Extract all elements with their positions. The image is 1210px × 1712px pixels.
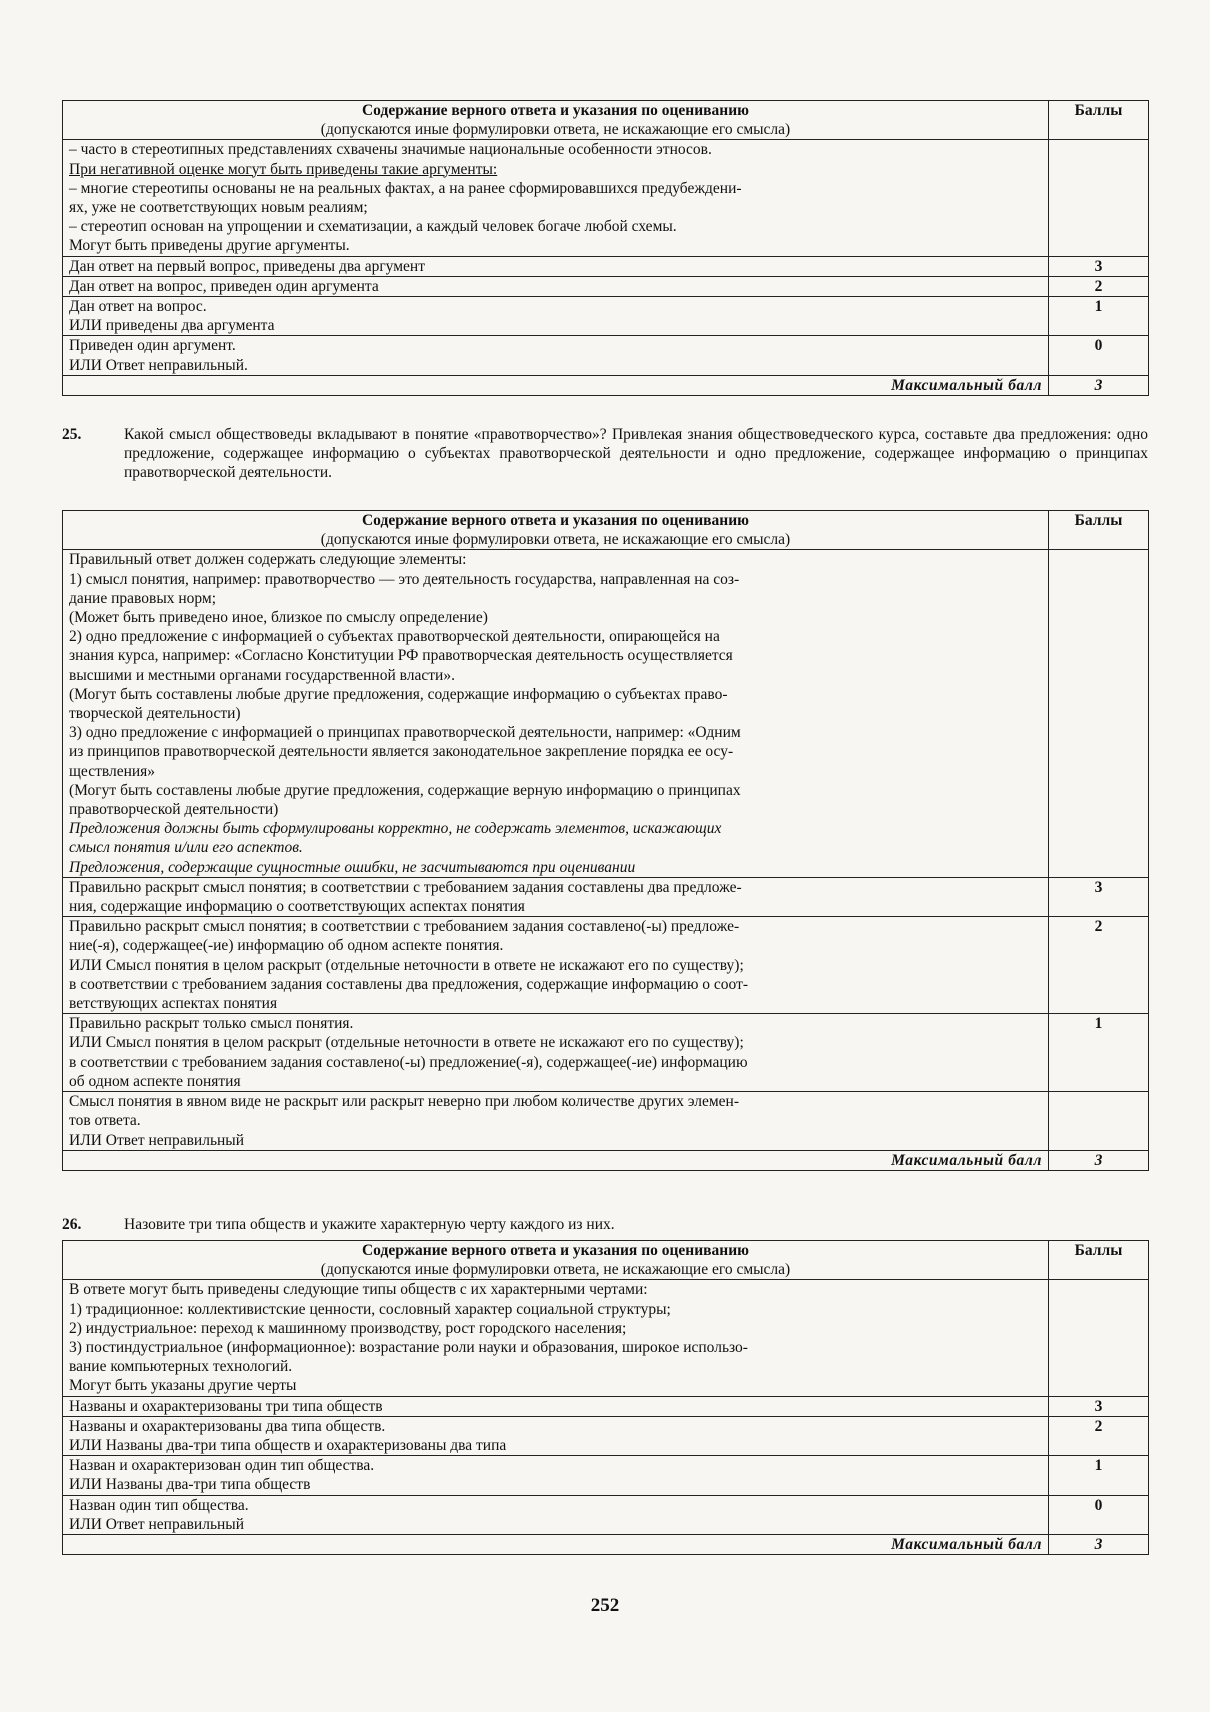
content-line: (Может быть приведено иное, близкое по смыслу определение) <box>69 609 488 627</box>
criteria-table-26 <box>62 1240 1149 1555</box>
question-25 <box>62 425 1148 483</box>
criterion-score: 1 <box>1049 297 1149 336</box>
criterion-score: 1 <box>1049 1456 1149 1495</box>
table-row <box>63 276 1149 296</box>
table-row <box>63 917 1149 1014</box>
table-row <box>63 1092 1149 1151</box>
content-line: Могут быть приведены другие аргументы. <box>69 237 350 255</box>
empty-score <box>1049 140 1149 256</box>
score-header: Баллы <box>1049 101 1149 140</box>
header-title: Содержание верного ответа и указания по оцениванию <box>361 1242 749 1259</box>
header-title: Содержание верного ответа и указания по оцениванию <box>361 512 749 529</box>
content-line: знания курса, например: «Согласно Конституции РФ правотворческая деятельность осуществляется <box>69 647 733 665</box>
criteria-table-25 <box>62 510 1149 1171</box>
criterion-line: Назван и охарактеризован один тип общества. <box>69 1457 375 1475</box>
header-cell <box>63 101 1049 140</box>
table-row <box>63 1495 1149 1534</box>
content-line: (Могут быть составлены любые другие предложения, содержащие информацию о субъектах право- <box>69 685 728 703</box>
question-26 <box>62 1215 1148 1234</box>
content-line: ях, уже не соответствующих новым реалиям; <box>69 199 368 217</box>
max-score-row <box>63 375 1149 395</box>
content-line: 2) индустриальное: переход к машинному производству, рост городского населения; <box>69 1319 627 1337</box>
criterion-text <box>63 276 1049 296</box>
criterion-line: Правильно раскрыт смысл понятия; в соответствии с требованием задания составлено(-ы) предложе- <box>69 918 740 936</box>
content-line: Предложения, содержащие сущностные ошибки, не засчитываются при оценивании <box>69 858 636 876</box>
criterion-line: Дан ответ на вопрос, приведен один аргумента <box>69 277 379 295</box>
table-row <box>63 877 1149 916</box>
max-score-label: Максимальный балл <box>63 1535 1049 1555</box>
content-line: Могут быть указаны другие черты <box>69 1377 297 1395</box>
content-line: смысл понятия и/или его аспектов. <box>69 839 303 857</box>
max-score-label: Максимальный балл <box>63 375 1049 395</box>
content-line: 2) одно предложение с информацией о субъектах правотворческой деятельности, опирающейся на <box>69 628 720 646</box>
criterion-score: 3 <box>1049 256 1149 276</box>
content-line: 1) традиционное: коллективистские ценности, сословный характер социальной структуры; <box>69 1300 671 1318</box>
criterion-line: об одном аспекте понятия <box>69 1072 241 1090</box>
page-number: 252 <box>590 1595 620 1616</box>
content-line: При негативной оценке могут быть приведены такие аргументы: <box>69 160 498 178</box>
criterion-line: Приведен один аргумент. <box>69 337 236 355</box>
criterion-text <box>63 336 1049 375</box>
criterion-line: Дан ответ на вопрос. <box>69 298 207 316</box>
criterion-line: ветствующих аспектах понятия <box>69 995 278 1013</box>
question-text: Какой смысл обществоведы вкладывают в понятие «правотворчество»? Привлекая знания обществоведческого курса, составьте два предложения: одно предложение, содержащее информацию о субъектах правотворческой деятельности и одно предложение, содержащее информацию о принципах правотворческой деятельности. <box>124 426 1148 482</box>
criterion-text <box>63 1416 1049 1455</box>
answer-content <box>63 550 1049 877</box>
table-header <box>63 101 1149 140</box>
criterion-line: Правильно раскрыт только смысл понятия. <box>69 1015 354 1033</box>
table-row <box>63 1396 1149 1416</box>
table-row <box>63 1014 1149 1092</box>
content-line: – стереотип основан на упрощении и схематизации, а каждый человек богаче любой схемы. <box>69 218 677 236</box>
content-line: Правильный ответ должен содержать следующие элементы: <box>69 551 467 569</box>
criterion-line: ние(-я), содержащее(-ие) информацию об одном аспекте понятия. <box>69 937 504 955</box>
criterion-line: в соответствии с требованием задания составлены два предложения, содержащие информацию о соот- <box>69 975 749 993</box>
criterion-score: 2 <box>1049 276 1149 296</box>
criterion-text <box>63 1092 1049 1151</box>
criterion-line: Смысл понятия в явном виде не раскрыт или раскрыт неверно при любом количестве других элемен- <box>69 1093 739 1111</box>
table-row <box>63 1456 1149 1495</box>
criterion-line: ИЛИ Смысл понятия в целом раскрыт (отдельные неточности в ответе не искажают его по существу); <box>69 1034 744 1052</box>
header-cell <box>63 1241 1049 1280</box>
criterion-line: Дан ответ на первый вопрос, приведены два аргумент <box>69 257 425 275</box>
header-subtitle: (допускаются иные формулировки ответа, не искажающие его смысла) <box>320 121 791 139</box>
answer-content-row <box>63 140 1149 256</box>
criterion-line: Правильно раскрыт смысл понятия; в соответствии с требованием задания составлены два предложе- <box>69 878 742 896</box>
criterion-line: ИЛИ Названы два-три типа обществ <box>69 1476 311 1494</box>
content-line: правотворческой деятельности) <box>69 801 279 819</box>
criterion-text <box>63 297 1049 336</box>
content-line: В ответе могут быть приведены следующие типы обществ с их характерными чертами: <box>69 1281 648 1299</box>
content-line: вание компьютерных технологий. <box>69 1358 293 1376</box>
content-line: ществления» <box>69 762 156 780</box>
criterion-score: 1 <box>1049 1014 1149 1092</box>
criterion-score: 3 <box>1049 1396 1149 1416</box>
criterion-line: ИЛИ Названы два-три типа обществ и охарактеризованы два типа <box>69 1437 507 1455</box>
max-score-value: 3 <box>1049 1535 1149 1555</box>
criterion-text <box>63 1495 1049 1534</box>
content-line: – многие стереотипы основаны не на реальных фактах, а на ранее сформировавшихся предубеждени- <box>69 179 742 197</box>
criterion-line: ИЛИ Ответ неправильный <box>69 1131 245 1149</box>
criterion-line: Назван один тип общества. <box>69 1496 249 1514</box>
table-header <box>63 511 1149 550</box>
header-title: Содержание верного ответа и указания по оцениванию <box>361 102 749 119</box>
score-header: Баллы <box>1049 1241 1149 1280</box>
criterion-score: 3 <box>1049 877 1149 916</box>
table-header <box>63 1241 1149 1280</box>
header-subtitle: (допускаются иные формулировки ответа, не искажающие его смысла) <box>320 531 791 549</box>
score-header: Баллы <box>1049 511 1149 550</box>
content-line: 3) одно предложение с информацией о принципах правотворческой деятельности, например: «Одним <box>69 724 741 742</box>
criterion-text <box>63 1014 1049 1092</box>
content-line: 3) постиндустриальное (информационное): возрастание роли науки и образования, широкое использо- <box>69 1339 748 1357</box>
max-score-row <box>63 1150 1149 1170</box>
max-score-value: 3 <box>1049 1150 1149 1170</box>
criterion-line: ния, содержащие информацию о соответствующих аспектах понятия <box>69 898 525 916</box>
question-number: 25. <box>62 426 82 443</box>
criterion-score: 2 <box>1049 1416 1149 1455</box>
criterion-score: 0 <box>1049 336 1149 375</box>
max-score-label: Максимальный балл <box>63 1150 1049 1170</box>
question-text: Назовите три типа обществ и укажите характерную черту каждого из них. <box>124 1216 615 1233</box>
criterion-score <box>1049 1092 1149 1151</box>
criterion-text <box>63 1456 1049 1495</box>
answer-content <box>63 140 1049 256</box>
content-line: высшими и местными органами государственной власти». <box>69 666 455 684</box>
criterion-text <box>63 256 1049 276</box>
criterion-line: Названы и охарактеризованы два типа обществ. <box>69 1417 386 1435</box>
criterion-score: 2 <box>1049 917 1149 1014</box>
empty-score <box>1049 1280 1149 1396</box>
max-score-row <box>63 1535 1149 1555</box>
table-row <box>63 297 1149 336</box>
criterion-text <box>63 917 1049 1014</box>
table-row <box>63 336 1149 375</box>
content-line: 1) смысл понятия, например: правотворчество — это деятельность государства, направленная на соз- <box>69 570 740 588</box>
criterion-text <box>63 877 1049 916</box>
criterion-line: ИЛИ Смысл понятия в целом раскрыт (отдельные неточности в ответе не искажают его по существу); <box>69 956 744 974</box>
header-subtitle: (допускаются иные формулировки ответа, не искажающие его смысла) <box>320 1261 791 1279</box>
content-line: Предложения должны быть сформулированы корректно, не содержать элементов, искажающих <box>69 820 722 838</box>
criterion-line: ИЛИ Ответ неправильный <box>69 1515 245 1533</box>
criterion-line: в соответствии с требованием задания составлено(-ы) предложение(-я), содержащее(-ие) информацию <box>69 1053 748 1071</box>
criterion-line: тов ответа. <box>69 1112 141 1130</box>
answer-content-row <box>63 1280 1149 1396</box>
content-line: из принципов правотворческой деятельности является законодательное закрепление порядка ее осу- <box>69 743 734 761</box>
criterion-line: ИЛИ Ответ неправильный. <box>69 356 248 374</box>
criterion-text <box>63 1396 1049 1416</box>
max-score-value: 3 <box>1049 375 1149 395</box>
content-line: дание правовых норм; <box>69 589 217 607</box>
table-row <box>63 1416 1149 1455</box>
answer-content <box>63 1280 1049 1396</box>
answer-content-row <box>63 550 1149 877</box>
criterion-line: Названы и охарактеризованы три типа обществ <box>69 1397 383 1415</box>
table-row <box>63 256 1149 276</box>
content-line: (Могут быть составлены любые другие предложения, содержащие верную информацию о принципах <box>69 781 741 799</box>
criterion-score: 0 <box>1049 1495 1149 1534</box>
content-line: – часто в стереотипных представлениях схвачены значимые национальные особенности этносов. <box>69 141 712 159</box>
criteria-table-24 <box>62 100 1149 396</box>
empty-score <box>1049 550 1149 877</box>
header-cell <box>63 511 1049 550</box>
criterion-line: ИЛИ приведены два аргумента <box>69 317 275 335</box>
content-line: творческой деятельности) <box>69 705 241 723</box>
question-number: 26. <box>62 1216 82 1233</box>
